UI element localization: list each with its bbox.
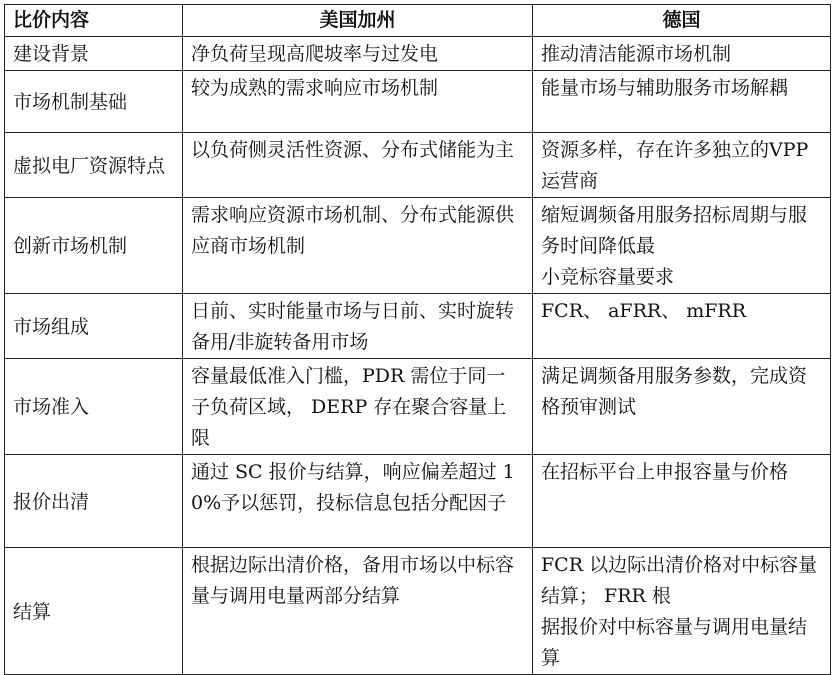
germany-cell — [533, 548, 831, 675]
row-label — [5, 37, 183, 71]
california-cell-text: 净负荷呈现高爬坡率与过发电 — [191, 43, 439, 65]
california-cell-text: 通过 SC 报价与结算，响应偏差超过 10%予以惩罚，投标信息包括分配因子 — [191, 461, 515, 514]
row-label — [5, 359, 183, 455]
row-label-text: 创新市场机制 — [13, 235, 128, 257]
row-label — [5, 133, 183, 198]
row-label-text: 市场机制基础 — [13, 91, 128, 113]
germany-cell-text: FCR 以边际出清价格对中标容量结算； FRR 根 — [541, 554, 818, 607]
germany-cell-text: 推动清洁能源市场机制 — [541, 43, 732, 65]
germany-cell — [533, 294, 831, 359]
row-label-text: 建设背景 — [13, 43, 90, 65]
row-label-text: 结算 — [13, 600, 52, 623]
california-cell-text: 较为成熟的需求响应市场机制 — [191, 77, 439, 99]
row-label — [5, 198, 183, 294]
header-row — [5, 5, 831, 37]
california-cell-text: 以负荷侧灵活性资源、分布式储能为主 — [191, 139, 515, 161]
table-row — [5, 294, 831, 359]
california-cell-text: 日前、实时能量市场与日前、实时旋转备用/非旋转备用市场 — [191, 300, 515, 353]
table-row — [5, 37, 831, 71]
table-row — [5, 359, 831, 455]
row-label-text: 报价出清 — [13, 490, 90, 513]
california-cell — [183, 359, 533, 455]
table-row — [5, 548, 831, 675]
germany-cell-text: 小竞标容量要求 — [541, 266, 675, 288]
california-cell-text: 根据边际出清价格，备用市场以中标容量与调用电量两部分结算 — [191, 554, 515, 607]
california-cell-text: 需求响应资源市场机制、分布式能源供应商市场机制 — [191, 204, 515, 257]
row-label-text: 市场准入 — [13, 396, 90, 418]
table-row — [5, 133, 831, 198]
california-cell-text: 容量最低准入门槛，PDR 需位于同一子负荷区域， DERP 存在聚合容量上限 — [191, 365, 507, 449]
header-germany: 德国 — [533, 5, 831, 37]
california-cell — [183, 133, 533, 198]
germany-cell-text: 据报价对中标容量与调用电量结算 — [541, 616, 808, 669]
california-cell — [183, 37, 533, 71]
california-cell — [183, 198, 533, 294]
california-cell — [183, 71, 533, 133]
header-compare-content: 比价内容 — [5, 5, 183, 37]
germany-cell-text: 资源多样，存在许多独立的VPP 运营商 — [541, 139, 809, 192]
germany-cell — [533, 359, 831, 455]
california-cell — [183, 455, 533, 548]
row-label — [5, 294, 183, 359]
table-row — [5, 198, 831, 294]
germany-cell-text: 能量市场与辅助服务市场解耦 — [541, 77, 789, 99]
germany-cell — [533, 37, 831, 71]
germany-cell-text: 缩短调频备用服务招标周期与服务时间降低最 — [541, 204, 808, 257]
germany-cell — [533, 198, 831, 294]
row-label — [5, 455, 183, 548]
comparison-table — [4, 4, 831, 675]
table-row — [5, 455, 831, 548]
table-row — [5, 71, 831, 133]
germany-cell-text: 满足调频备用服务参数，完成资格预审测试 — [541, 365, 808, 418]
california-cell — [183, 548, 533, 675]
row-label-text: 虚拟电厂资源特点 — [13, 154, 166, 177]
germany-cell-text: FCR、 aFRR、 mFRR — [541, 300, 747, 322]
germany-cell — [533, 133, 831, 198]
row-label — [5, 548, 183, 675]
california-cell — [183, 294, 533, 359]
row-label — [5, 71, 183, 133]
germany-cell — [533, 71, 831, 133]
row-label-text: 市场组成 — [13, 315, 90, 338]
table-body — [5, 37, 831, 675]
header-california: 美国加州 — [183, 5, 533, 37]
germany-cell — [533, 455, 831, 548]
germany-cell-text: 在招标平台上申报容量与价格 — [541, 461, 789, 483]
